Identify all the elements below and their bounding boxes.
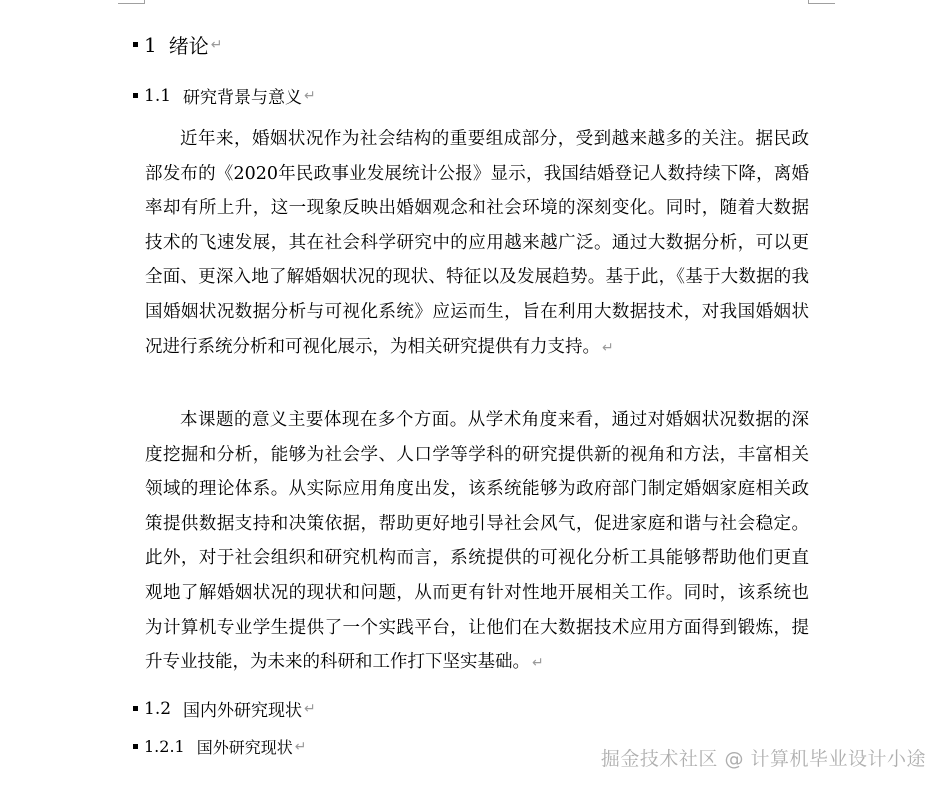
heading-bullet-icon bbox=[133, 744, 138, 749]
heading-bullet-icon bbox=[133, 93, 138, 98]
heading-bullet-icon bbox=[133, 706, 138, 711]
heading-number: 1 bbox=[144, 32, 157, 57]
paragraph-mark-icon: ↵ bbox=[304, 87, 316, 104]
heading-bullet-icon bbox=[133, 42, 138, 47]
heading-number: 1.2 bbox=[144, 698, 172, 719]
paragraph-mark-icon: ↵ bbox=[294, 738, 307, 755]
watermark-text: 掘金技术社区 @ 计算机毕业设计小途 bbox=[600, 748, 926, 770]
page-corner-mark-left bbox=[118, 0, 145, 4]
heading-level3[interactable] bbox=[133, 735, 306, 758]
heading-level2[interactable] bbox=[133, 696, 316, 721]
page-corner-mark-right bbox=[808, 0, 835, 4]
paragraph-mark-icon: ↵ bbox=[532, 655, 544, 672]
body-paragraph[interactable] bbox=[145, 122, 809, 365]
paragraph-mark-icon: ↵ bbox=[304, 700, 316, 717]
paragraph-mark-icon: ↵ bbox=[602, 339, 614, 356]
paragraph-text: 近年来，婚姻状况作为社会结构的重要组成部分，受到越来越多的关注。据民政部发布的《2020年民政事业发展统计公报》显示，我国结婚登记人数持续下降，离婚率却有所上升，这一现象反映出婚姻观念和社会环境的深刻变化。同时，随着大数据技术的飞速发展，其在社会科学研究中的应用越来越广泛。通过大数据分析，可以更全面、更深入地了解婚姻状况的现状、特征以及发展趋势。基于此，《基于大数据的我国婚姻状况数据分析与可视化系统》应运而生，旨在利用大数据技术，对我国婚姻状况进行系统分析和可视化展示，为相关研究提供有力支持。 bbox=[145, 129, 809, 357]
heading-number: 1.2.1 bbox=[144, 737, 185, 756]
heading-text: 国外研究现状 bbox=[196, 738, 293, 757]
heading-number: 1.1 bbox=[144, 85, 172, 106]
body-paragraph[interactable] bbox=[145, 403, 809, 681]
heading-text: 研究背景与意义 bbox=[183, 88, 303, 108]
paragraph-mark-icon: ↵ bbox=[210, 36, 223, 53]
heading-text: 绪论 bbox=[168, 34, 209, 58]
heading-text: 国内外研究现状 bbox=[183, 701, 303, 721]
paragraph-text: 本课题的意义主要体现在多个方面。从学术角度来看，通过对婚姻状况数据的深度挖掘和分析，能够为社会学、人口学等学科的研究提供新的视角和方法，丰富相关领域的理论体系。从实际应用角度出发，该系统能够为政府部门制定婚姻家庭相关政策提供数据支持和决策依据，帮助更好地引导社会风气，促进家庭和谐与社会稳定。此外，对于社会组织和研究机构而言，系统提供的可视化分析工具能够帮助他们更直观地了解婚姻状况的现状和问题，从而更有针对性地开展相关工作。同时，该系统也为计算机专业学生提供了一个实践平台，让他们在大数据技术应用方面得到锻炼，提升专业技能，为未来的科研和工作打下坚实基础。 bbox=[145, 410, 809, 673]
heading-level2[interactable] bbox=[133, 83, 316, 108]
heading-level1[interactable] bbox=[133, 30, 222, 59]
